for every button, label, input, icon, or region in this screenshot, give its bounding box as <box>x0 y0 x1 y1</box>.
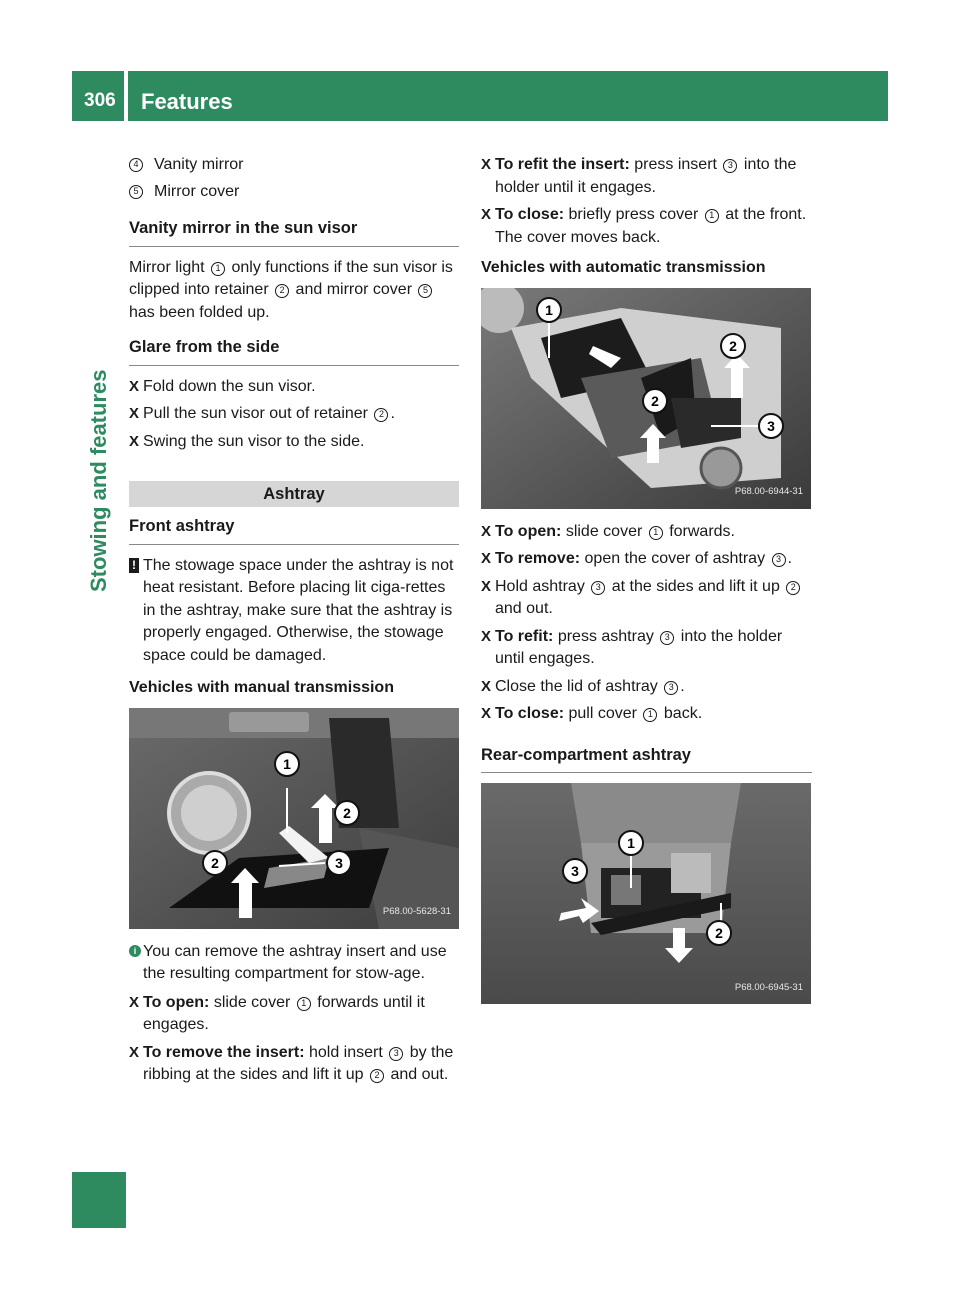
text: into the holder until engages. <box>495 627 783 667</box>
automatic-transmission-photo <box>481 288 811 509</box>
text: Swing the sun visor to the side. <box>143 432 365 450</box>
subheading-automatic: Vehicles with automatic transmission <box>481 259 766 276</box>
callout-number: 1 <box>283 755 291 772</box>
text: Pull the sun visor out of retainer <box>143 405 369 422</box>
vanity-paragraph <box>129 257 459 325</box>
callout-number: 1 <box>705 209 719 223</box>
callout-number: 2 <box>211 854 219 871</box>
instruction-step <box>481 154 812 199</box>
callout-number: 3 <box>389 1047 403 1061</box>
section-heading-vanity: Vanity mirror in the sun visor <box>129 217 459 247</box>
instruction-step <box>481 576 812 621</box>
text: and out. <box>495 600 553 617</box>
page-title: Features <box>141 89 233 114</box>
list-item-text: Vanity mirror <box>154 156 244 173</box>
callout-number: 2 <box>715 925 723 941</box>
text: at the front. <box>725 206 807 223</box>
text: and out. <box>390 1066 449 1083</box>
instruction-step <box>481 521 812 544</box>
text: . <box>680 677 685 695</box>
callout-number: 4 <box>129 158 143 172</box>
text: has been folded up. <box>129 303 270 321</box>
text: press insert <box>634 156 717 173</box>
step-label: To remove: <box>495 550 581 567</box>
manual-transmission-photo <box>129 708 459 929</box>
step-label: To close: <box>495 705 565 722</box>
callout-number: 2 <box>343 804 351 821</box>
section-heading-rear-ashtray: Rear-compartment ashtray <box>481 744 812 774</box>
automatic-ashtray-illustration <box>481 288 811 509</box>
callout-number: 1 <box>297 997 311 1011</box>
warning-icon: ! <box>129 558 139 573</box>
callout-number: 3 <box>660 631 674 645</box>
instruction-step <box>481 676 812 699</box>
step-label: To refit the insert: <box>495 156 630 173</box>
text: pull cover <box>568 705 637 722</box>
callout-number: 2 <box>275 284 289 298</box>
instruction-step <box>129 403 459 426</box>
step-result: The cover moves back. <box>495 228 661 246</box>
step-label: To open: <box>495 522 562 540</box>
text: Fold down the sun visor. <box>143 377 316 395</box>
callout-number: 5 <box>418 284 432 298</box>
text: back. <box>663 705 703 722</box>
instruction-step <box>481 548 812 571</box>
text: and mirror cover <box>295 281 413 298</box>
info-icon: i <box>129 945 141 957</box>
text: open the cover of ashtray <box>584 550 766 567</box>
list-item-text: Mirror cover <box>154 182 240 200</box>
step-label: To close: <box>495 206 565 223</box>
image-reference: P68.00-6945-31 <box>734 981 803 993</box>
text: . <box>390 405 395 422</box>
rear-ashtray-photo <box>481 783 811 1004</box>
side-tab-label: Stowing and features <box>86 369 111 592</box>
section-band-ashtray: Ashtray <box>129 481 459 507</box>
text: by the ribbing at the sides and lift it up <box>143 1043 454 1083</box>
instruction-step <box>481 626 812 671</box>
callout-number: 1 <box>545 301 553 318</box>
callout-number: 2 <box>729 337 737 354</box>
text: only functions if the sun visor is clipped into retainer <box>129 258 453 298</box>
subheading-manual: Vehicles with manual transmission <box>129 679 394 696</box>
callout-number: 3 <box>767 417 775 434</box>
header-separator <box>124 71 128 121</box>
callout-number: 3 <box>571 863 579 879</box>
text: hold insert <box>308 1043 383 1061</box>
callout-number: 3 <box>723 159 737 173</box>
right-column <box>481 154 812 1016</box>
callout-number: 5 <box>129 185 143 199</box>
rear-ashtray-illustration <box>481 783 811 1004</box>
image-reference: P68.00-5628-31 <box>382 906 451 917</box>
callout-number: 3 <box>591 581 605 595</box>
page-number: 306 <box>84 90 116 111</box>
text: press ashtray <box>557 627 654 645</box>
text: at the sides and lift it up <box>611 577 780 595</box>
text: Mirror light <box>129 258 205 276</box>
callout-number: 2 <box>374 408 388 422</box>
text: Hold ashtray <box>495 577 585 595</box>
text: . <box>787 550 792 567</box>
callout-number: 3 <box>772 553 786 567</box>
side-tab-block <box>72 1172 126 1228</box>
callout-number: 3 <box>664 681 678 695</box>
step-label: To remove the insert: <box>143 1043 305 1061</box>
info-note <box>129 941 459 986</box>
callout-number: 1 <box>627 835 635 851</box>
callout-number: 1 <box>643 708 657 722</box>
step-label: To refit: <box>495 627 554 645</box>
instruction-step <box>129 992 459 1037</box>
step-label: To open: <box>143 993 210 1011</box>
instruction-step <box>129 1042 459 1087</box>
text: briefly press cover <box>568 206 699 223</box>
callout-number: 3 <box>335 854 343 871</box>
instruction-step <box>129 376 459 399</box>
instruction-step <box>129 431 459 454</box>
instruction-step <box>481 703 812 726</box>
callout-number: 2 <box>786 581 800 595</box>
text: forwards. <box>669 522 735 540</box>
info-text: You can remove the ashtray insert and use the resulting compartment for stow-age. <box>143 942 447 982</box>
image-reference: P68.00-6944-31 <box>734 486 803 497</box>
text: slide cover <box>213 993 291 1011</box>
section-heading-glare: Glare from the side <box>129 336 459 366</box>
callout-number: 2 <box>370 1069 384 1083</box>
text: Close the lid of ashtray <box>495 677 658 695</box>
callout-number: 1 <box>649 526 663 540</box>
section-heading-front-ashtray: Front ashtray <box>129 515 459 545</box>
callout-number: 1 <box>211 262 225 276</box>
text: forwards until it engages. <box>143 993 425 1033</box>
warning-note <box>129 555 459 668</box>
text: into the holder until it engages. <box>495 156 797 196</box>
text: slide cover <box>565 522 643 540</box>
list-item <box>129 154 459 177</box>
warning-text: The stowage space under the ashtray is not heat resistant. Before placing lit ciga-rettes in the ashtray, make sure that the ashtray is properly engaged. Otherwise, the stowage space could be damaged. <box>143 556 454 664</box>
instruction-step <box>481 204 812 249</box>
callout-number: 2 <box>651 392 659 409</box>
list-item <box>129 181 459 204</box>
manual-ashtray-illustration <box>129 708 459 929</box>
left-column <box>129 154 459 1092</box>
